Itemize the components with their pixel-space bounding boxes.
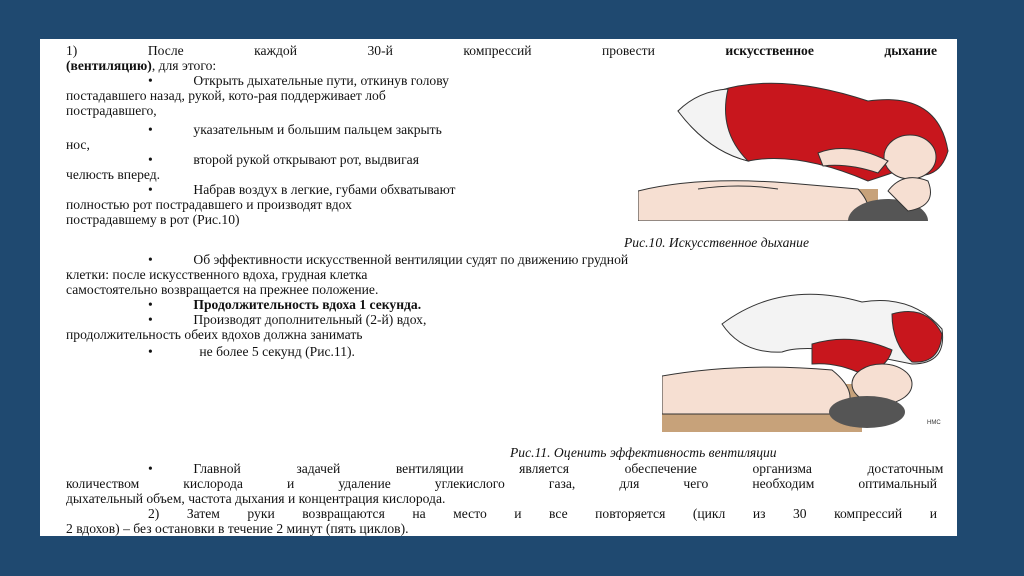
para1-text: 1) После каждой 30-й компрессий провести	[66, 43, 655, 58]
figure-11-mark: HMC	[927, 420, 941, 426]
para1-bold: искусственное дыхание	[725, 43, 937, 58]
bullet5-line1	[148, 252, 628, 267]
bullet9-text: Главной задачей вентиляции является обеспечение организма достаточным	[193, 461, 944, 476]
bullet-mark: •	[148, 122, 153, 137]
bullet1-line1	[148, 73, 449, 88]
figure-11-illustration	[662, 284, 954, 432]
bullet-mark: •	[148, 312, 153, 327]
para1-text-2: , для этого:	[151, 58, 217, 73]
bullet-mark: •	[148, 297, 153, 312]
bullet9-line2: количеством кислорода и удаление углекислого газа, для чего необходим оптимальный	[66, 476, 937, 491]
para1-line2	[66, 58, 216, 73]
bullet1-line2: постадавшего назад, рукой, кото-рая поддерживает лоб	[66, 88, 386, 103]
bullet5-line3: самостоятельно возвращается на прежнее положение.	[66, 282, 379, 297]
bullet3-text: второй рукой открывают рот, выдвигая	[193, 152, 419, 167]
bullet3-line2: челюсть вперед.	[66, 167, 161, 182]
bullet1-line3: пострадавшего,	[66, 103, 157, 118]
para1-line1	[66, 43, 937, 58]
bullet1-text: Открыть дыхательные пути, откинув голову	[193, 73, 449, 88]
figure-11-caption: Рис.11. Оценить эффективность вентиляции	[510, 445, 777, 460]
bullet9-line3: дыхательный объем, частота дыхания и концентрация кислорода.	[66, 491, 446, 506]
bullet4-line3: пострадавшему в рот (Рис.10)	[66, 212, 240, 227]
bullet4-line2: полностью рот пострадавшего и производят вдох	[66, 197, 352, 212]
bullet2-line2: нос,	[66, 137, 90, 152]
bullet9-line1	[148, 461, 943, 476]
bullet4-line1	[148, 182, 456, 197]
bullet5-text: Об эффективности искусственной вентиляции судят по движению грудной	[193, 252, 629, 267]
bullet-mark: •	[148, 152, 153, 167]
bullet2-text: указательным и большим пальцем закрыть	[193, 122, 442, 137]
bullet4-text: Набрав воздух в легкие, губами обхватывают	[193, 182, 456, 197]
bullet8-text: не более 5 секунд (Рис.11).	[199, 344, 355, 359]
bullet7-text: Производят дополнительный (2-й) вдох,	[193, 312, 427, 327]
bullet-mark: •	[148, 252, 153, 267]
para2-line1: 2) Затем руки возвращаются на место и все повторяется (цикл из 30 компрессий и	[148, 506, 937, 521]
bullet7-line2: продолжительность обеих вдохов должна занимать	[66, 327, 363, 342]
figure-10-caption: Рис.10. Искусственное дыхание	[624, 235, 810, 250]
bullet6-text: Продолжительность вдоха 1 секунда.	[193, 297, 422, 312]
bullet5-line2: клетки: после искусственного вдоха, грудная клетка	[66, 267, 368, 282]
para2-line2: 2 вдохов) – без остановки в течение 2 минут (пять циклов).	[66, 521, 409, 536]
bullet-mark: •	[148, 344, 153, 359]
bullet2-line1	[148, 122, 442, 137]
bullet6-line1	[148, 297, 421, 312]
slide	[40, 39, 957, 536]
bullet7-line1	[148, 312, 426, 327]
bullet8-line1	[148, 344, 355, 359]
bullet-mark: •	[148, 73, 153, 88]
para1-bold-2: (вентиляцию)	[66, 58, 152, 73]
bullet3-line1	[148, 152, 419, 167]
bullet-mark: •	[148, 182, 153, 197]
figure-10-illustration	[638, 71, 954, 221]
bullet-mark: •	[148, 461, 153, 476]
